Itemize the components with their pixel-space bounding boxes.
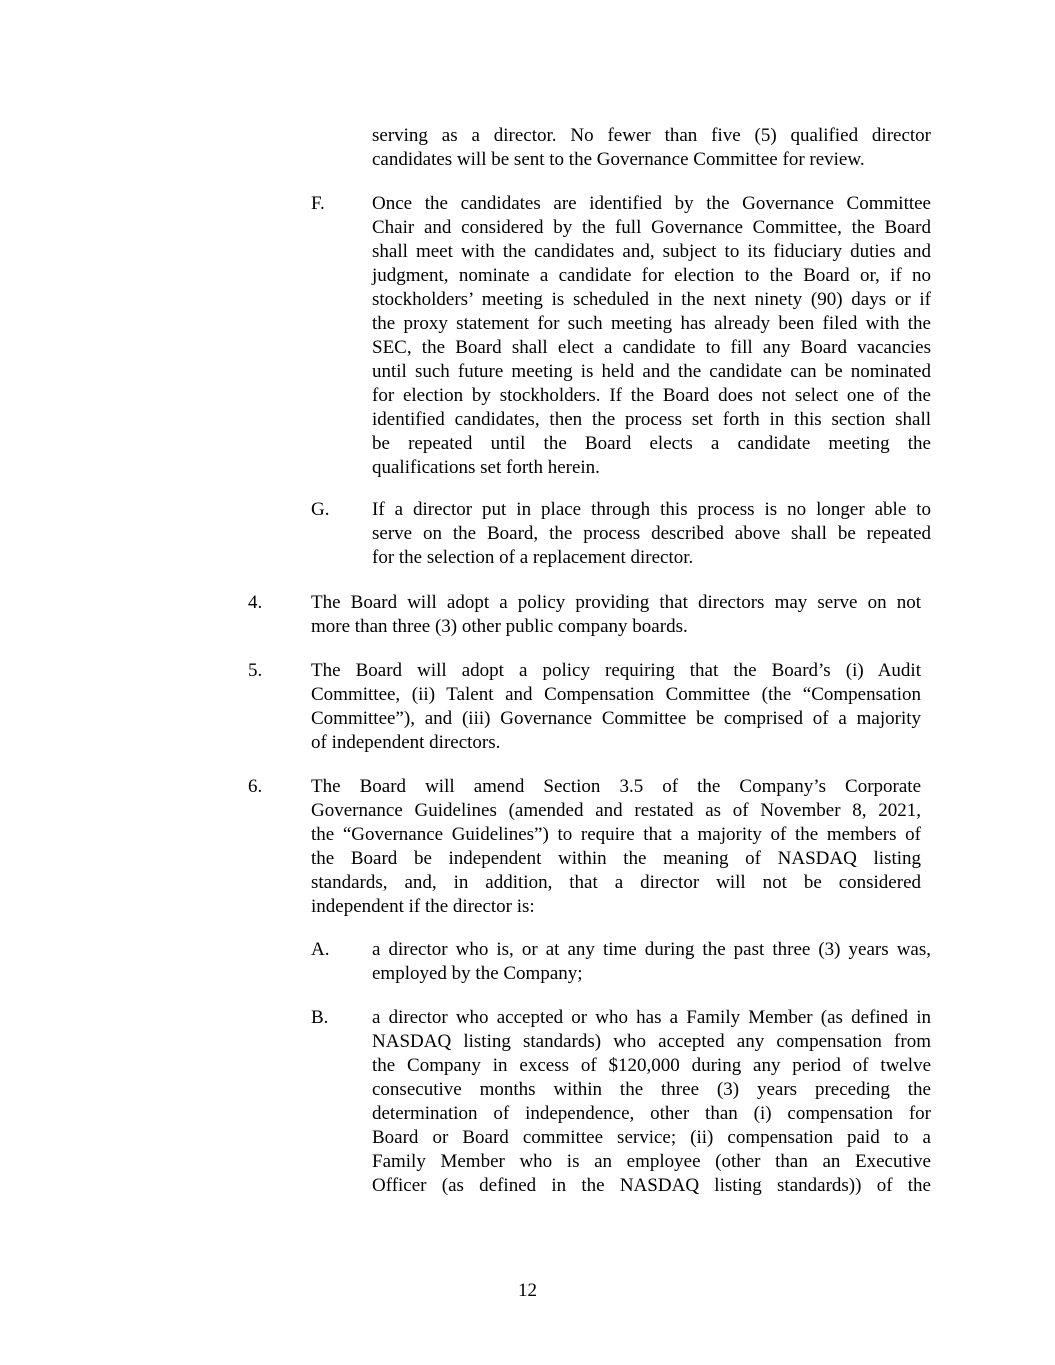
text-line: Committee”), and (iii) Governance Committee be comprised of a majority (311, 708, 921, 729)
text-line: If a director put in place through this process is no longer able to (372, 499, 931, 520)
text-line: determination of independence, other than (i) compensation for (372, 1103, 931, 1124)
text-line: Chair and considered by the full Governance Committee, the Board (372, 217, 931, 238)
item-marker: A. (311, 939, 330, 960)
text-line: qualifications set forth herein. (372, 457, 600, 478)
text-line: consecutive months within the three (3) years preceding the (372, 1079, 931, 1100)
text-line: more than three (3) other public company boards. (311, 616, 688, 637)
text-line: The Board will adopt a policy requiring that the Board’s (i) Audit (311, 660, 921, 681)
text-line: until such future meeting is held and the candidate can be nominated (372, 361, 931, 382)
text-line: SEC, the Board shall elect a candidate to fill any Board vacancies (372, 337, 931, 358)
text-line: The Board will adopt a policy providing that directors may serve on not (311, 592, 921, 613)
item-marker: B. (311, 1007, 329, 1028)
text-line: standards, and, in addition, that a director will not be considered (311, 872, 921, 893)
text-line: NASDAQ listing standards) who accepted any compensation from (372, 1031, 931, 1052)
paragraph (372, 938, 931, 986)
text-line: shall meet with the candidates and, subject to its fiduciary duties and (372, 241, 931, 262)
paragraph (372, 124, 931, 172)
text-line: of independent directors. (311, 732, 501, 753)
paragraph (311, 775, 921, 919)
paragraph (372, 498, 931, 570)
text-line: for the selection of a replacement director. (372, 547, 694, 568)
text-line: stockholders’ meeting is scheduled in the next ninety (90) days or if (372, 289, 931, 310)
text-line: Governance Guidelines (amended and restated as of November 8, 2021, (311, 800, 921, 821)
text-line: serve on the Board, the process described above shall be repeated (372, 523, 931, 544)
text-line: The Board will amend Section 3.5 of the Company’s Corporate (311, 776, 921, 797)
text-line: Committee, (ii) Talent and Compensation Committee (the “Compensation (311, 684, 921, 705)
text-line: employed by the Company; (372, 963, 583, 984)
text-line: independent if the director is: (311, 896, 535, 917)
text-line: the proxy statement for such meeting has already been filed with the (372, 313, 931, 334)
item-marker: 4. (248, 592, 263, 613)
paragraph (372, 1006, 931, 1198)
page-number: 12 (518, 1280, 537, 1301)
text-line: the Board be independent within the meaning of NASDAQ listing (311, 848, 921, 869)
text-line: a director who accepted or who has a Family Member (as defined in (372, 1007, 931, 1028)
text-line: candidates will be sent to the Governance Committee for review. (372, 149, 865, 170)
item-marker: 5. (248, 660, 263, 681)
text-line: for election by stockholders. If the Board does not select one of the (372, 385, 931, 406)
item-marker: 6. (248, 776, 263, 797)
text-line: a director who is, or at any time during the past three (3) years was, (372, 939, 931, 960)
text-line: Family Member who is an employee (other than an Executive (372, 1151, 931, 1172)
text-line: the Company in excess of $120,000 during any period of twelve (372, 1055, 931, 1076)
paragraph (311, 591, 921, 639)
text-line: identified candidates, then the process set forth in this section shall (372, 409, 931, 430)
text-line: Officer (as defined in the NASDAQ listing standards)) of the (372, 1175, 931, 1196)
text-line: judgment, nominate a candidate for election to the Board or, if no (372, 265, 931, 286)
text-line: the “Governance Guidelines”) to require that a majority of the members of (311, 824, 921, 845)
text-line: Once the candidates are identified by the Governance Committee (372, 193, 931, 214)
paragraph (372, 192, 931, 480)
text-line: serving as a director. No fewer than five (5) qualified director (372, 125, 931, 146)
paragraph (311, 659, 921, 755)
text-line: be repeated until the Board elects a candidate meeting the (372, 433, 931, 454)
text-line: Board or Board committee service; (ii) compensation paid to a (372, 1127, 931, 1148)
item-marker: F. (311, 193, 325, 214)
item-marker: G. (311, 499, 330, 520)
